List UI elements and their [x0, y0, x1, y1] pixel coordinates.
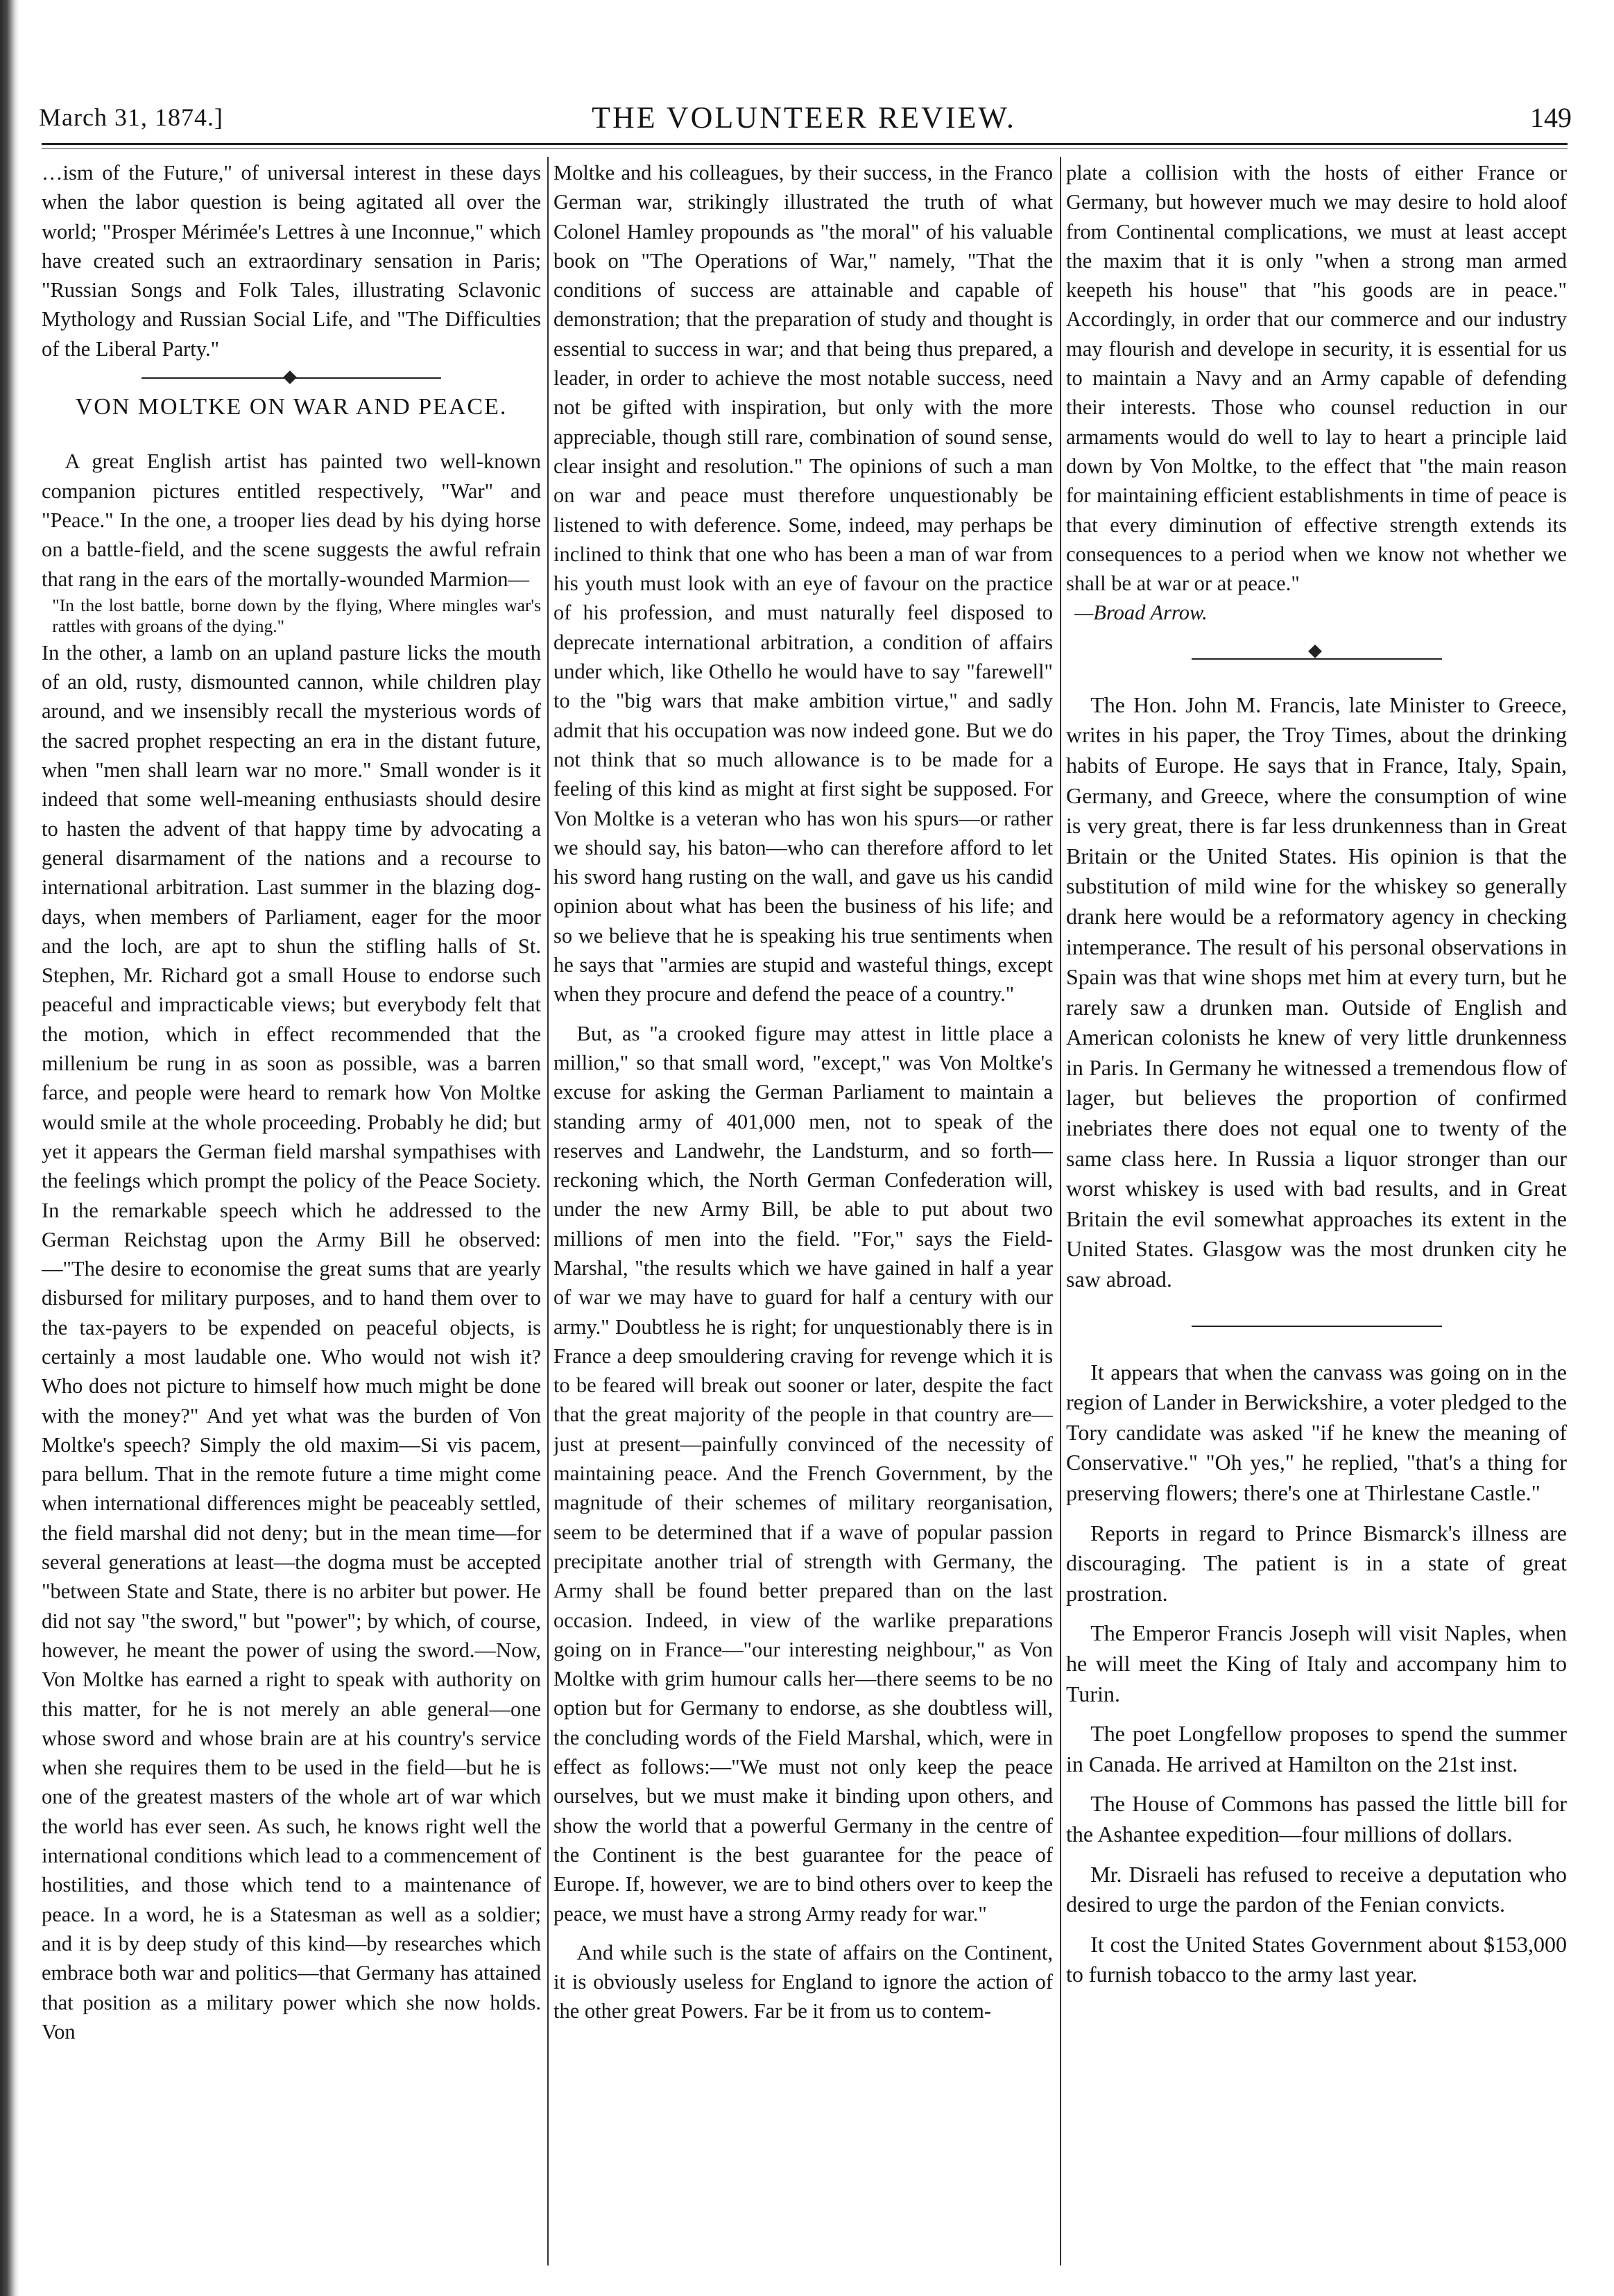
- column-3: [1066, 158, 1567, 2274]
- article-paragraph: In the other, a lamb on an upland pasture licks the mouth of an old, rusty, dismounted cannon, while children play around, and we insensibly recall the mysterious words of the sacred prophet respecting an era in the distant future, when "men shall learn war no more." Small wonder is it indeed that some well-meaning enthusiasts should desire to hasten the advent of that happy time by advocating a general disarmament of the nations and a recourse to international arbitration. Last summer in the blazing dog-days, when members of Parliament, eager for the moor and the loch, are apt to shun the stifling halls of St. Stephen, Mr. Richard got a small House to endorse such peaceful and impracticable views; but everybody felt that the motion, which in effect recommended that the millenium be rung in as soon as possible, was a barren farce, and people were heard to remark how Von Moltke would smile at the whole proceeding. Probably he did; but yet it appears the German field marshal sympathises with the feelings which prompt the policy of the Peace Society. In the remarkable speech which he addressed to the German Reichstag upon the Army Bill he observed:—"The desire to economise the great sums that are yearly disbursed for military purposes, and to hand them over to the tax-payers to be expended on peaceful objects, is certainly a most laudable one. Who would not wish it? Who does not picture to himself how much might be done with the money?" And yet what was the burden of Von Moltke's speech? Simply the old maxim—Si vis pacem, para bellum. That in the remote future a time might come when international differences might be peaceably settled, the field marshal did not deny; but in the mean time—for several generations at least—the dogma must be accepted "between State and State, there is no arbiter but power. He did not say "the sword," but "power"; by which, of course, however, he meant the power of using the sword.—Now, Von Moltke has earned a right to speak with authority on this matter, for he is not merely an able general—one whose sword and whose brain are at his country's service when she requires them to be used in the field—but he is one of the greatest masters of the whole art of war which the world has ever seen. As such, he knows right well the international conditions which lead to a commencement of hostilities, and those which tend to a maintenance of peace. In a word, he is a Statesman as well as a soldier; and it is by deep study of this kind—by researches which embrace both war and politics—that Germany has attained that position as a military power which she now holds. Von: [42, 640, 541, 2044]
- news-item: The poet Longfellow proposes to spend the summer in Canada. He arrived at Hamilton on the 21st inst.: [1066, 1721, 1567, 1776]
- news-item: It cost the United States Government about $153,000 to furnish tobacco to the army last year.: [1066, 1931, 1567, 1987]
- header-date: March 31, 1874.]: [39, 103, 223, 131]
- verse-quote: "In the lost battle, borne down by the flying, Where mingles war's rattles with groans of the dying.": [52, 594, 541, 636]
- article-paragraph: And while such is the state of affairs on the Continent, it is obviously useless for England to ignore the action of the other great Powers. Far be it from us to contem-: [553, 1940, 1053, 2023]
- column-divider: [1060, 157, 1061, 2265]
- article-paragraph: Moltke and his colleagues, by their success, in the Franco German war, strikingly illustrated the truth of what Colonel Hamley propounds as "the moral" of his valuable book on "The Operations of War," namely, "That the conditions of success are attainable and capable of demonstration; that the preparation of study and thought is essential to success in war; and that being thus prepared, a leader, in order to achieve the most notable success, need not be gifted with inspiration, but only with the more appreciable, though still rare, combination of sound sense, clear insight and resolution." The opinions of such a man on war and peace must therefore unquestionably be listened to with deference. Some, indeed, may perhaps be inclined to think that one who has been a man of war from his youth must look with an eye of favour on the practice of his profession, and must naturally feel disposed to deprecate international arbitration, a condition of affairs under which, like Othello he would have to say "farewell" to the "big wars that make ambition virtue," and sadly admit that his occupation was now indeed gone. But we do not think that so much allowance is to be made for a feeling of this kind as might at first sight be supposed. For Von Moltke is a veteran who has won his spurs—or rather we should say, his baton—who can therefore afford to let his sword hang rusting on the wall, and gave us his candid opinion about what has been the business of his life; and so we believe that he is speaking his true sentiments when he says that "armies are stupid and wasteful things, except when they procure and defend the peace of a country.": [553, 161, 1053, 1006]
- news-items: [1066, 690, 1567, 1990]
- news-item: It appears that when the canvass was going on in the region of Lander in Berwickshire, a voter pledged to the Tory candidate was asked "if he knew the meaning of Conservative." "Oh yes," he replied, "that's a thing for preserving flowers; there's one at Thirlestane Castle.": [1066, 1359, 1567, 1505]
- page-number: 149: [1530, 102, 1572, 133]
- news-item: Reports in regard to Prince Bismarck's illness are discouraging. The patient is in a state of great prostration.: [1066, 1520, 1567, 1606]
- scan-binding-edge: [0, 0, 19, 2296]
- column-1: [42, 158, 541, 2274]
- section-divider: [1066, 644, 1567, 672]
- publication-title: THE VOLUNTEER REVIEW.: [592, 101, 1016, 135]
- intro-paragraph: …ism of the Future," of universal interest in these days when the labor question is being agitated all over the world; "Prosper Mérimée's Lettres à une Inconnue," which have created such an extraordinary sensation in Paris; "Russian Songs and Folk Tales, illustrating Sclavonic Mythology and Russian Social Life, and "The Difficulties of the Liberal Party.": [42, 161, 541, 361]
- news-item: The Hon. John M. Francis, late Minister to Greece, writes in his paper, the Troy Times, about the drinking habits of Europe. He says that in France, Italy, Spain, Germany, and Greece, where the consumption of wine is very great, there is far less drunkenness than in Great Britain or the United States. His opinion is that the substitution of mild wine for the whiskey so generally drank here would be a reformatory agency in checking intemperance. The result of his personal observations in Spain was that wine shops met him at every turn, but he rarely saw a drunken man. Outside of English and American colonists he knew of very little drunkenness in Paris. In Germany he witnessed a tremendous flow of lager, but believes the proportion of confirmed inebriates there does not equal one to twenty of the same class here. In Russia a liquor stronger than our worst whiskey is used with bad results, and in Great Britain the evil somewhat approaches its extent in the United States. Glasgow was the most drunken city he saw abroad.: [1066, 692, 1567, 1292]
- source-attribution: —Broad Arrow.: [1074, 601, 1208, 625]
- article-paragraph: plate a collision with the hosts of either France or Germany, but however much we may desire to hold aloof from Continental complications, we must at least accept the maxim that it is only "when a strong man armed keepeth his house" that "his goods are in peace." Accordingly, in order that our commerce and our industry may flourish and develope in security, it is essential for us to maintain a Navy and an Army capable of defending their interests. Those who counsel reduction in our armaments would do well to lay to heart a principle laid down by Von Moltke, to the effect that "the main reason for maintaining efficient establishments in time of peace is that every diminution of effective strength extends its consequences to a period when we know not whether we shall be at war or at peace.": [1066, 161, 1567, 596]
- section-divider: [42, 370, 541, 386]
- article-paragraph: A great English artist has painted two well-known companion pictures entitled respectively, "War" and "Peace." In the one, a trooper lies dead by his dying horse on a battle-field, and the scene suggests the awful refrain that rang in the ears of the mortally-wounded Marmion—: [42, 449, 541, 591]
- article-paragraph: But, as "a crooked figure may attest in little place a million," so that small word, "except," was Von Moltke's excuse for asking the German Parliament to maintain a standing army of 401,000 men, not to speak of the reserves and Landwehr, the Landsturm, and so forth—reckoning which, the North German Confederation will, under the new Army Bill, be able to put about two millions of men into the field. "For," says the Field-Marshal, "the results which we have gained in half a year of war we may have to guard for half a century with our army." Doubtless he is right; for unquestionably there is in France a deep smouldering craving for revenge which it is to be feared will break out sooner or later, despite the fact that the great majority of the people in that country are—just at present—painfully convinced of the necessity of maintaining peace. And the French Government, by the magnitude of their schemes of military reorganisation, seem to be determined that if a wave of popular passion precipitate another trial of strength with Germany, the Army shall be found better prepared than on the last occasion. Indeed, in view of the warlike preparations going on in France—"our interesting neighbour," as Von Moltke with grim humour calls her—there seems to be no option but for Germany to endorse, as she doubtless will, the concluding words of the Field Marshal, which, were in effect as follows:—"We must not only keep the peace ourselves, but we must make it binding upon others, and show the world that a powerful Germany in the centre of the Continent is the best guarantee for the peace of Europe. If, however, we are to bind others over to keep the peace, we must have a strong Army ready for war.": [553, 1021, 1053, 1926]
- column-divider: [547, 157, 549, 2265]
- header-rule: [42, 143, 1568, 149]
- news-item: The House of Commons has passed the little bill for the Ashantee expedition—four millions of dollars.: [1066, 1791, 1567, 1847]
- news-item: The Emperor Francis Joseph will visit Naples, when he will meet the King of Italy and accompany him to Turin.: [1066, 1620, 1567, 1706]
- section-divider: [1066, 1312, 1567, 1339]
- column-2: [553, 158, 1053, 2274]
- article-title: VON MOLTKE ON WAR AND PEACE.: [75, 394, 508, 420]
- page-header: [31, 96, 1577, 137]
- news-item: Mr. Disraeli has refused to receive a deputation who desired to urge the pardon of the Fenian convicts.: [1066, 1861, 1567, 1917]
